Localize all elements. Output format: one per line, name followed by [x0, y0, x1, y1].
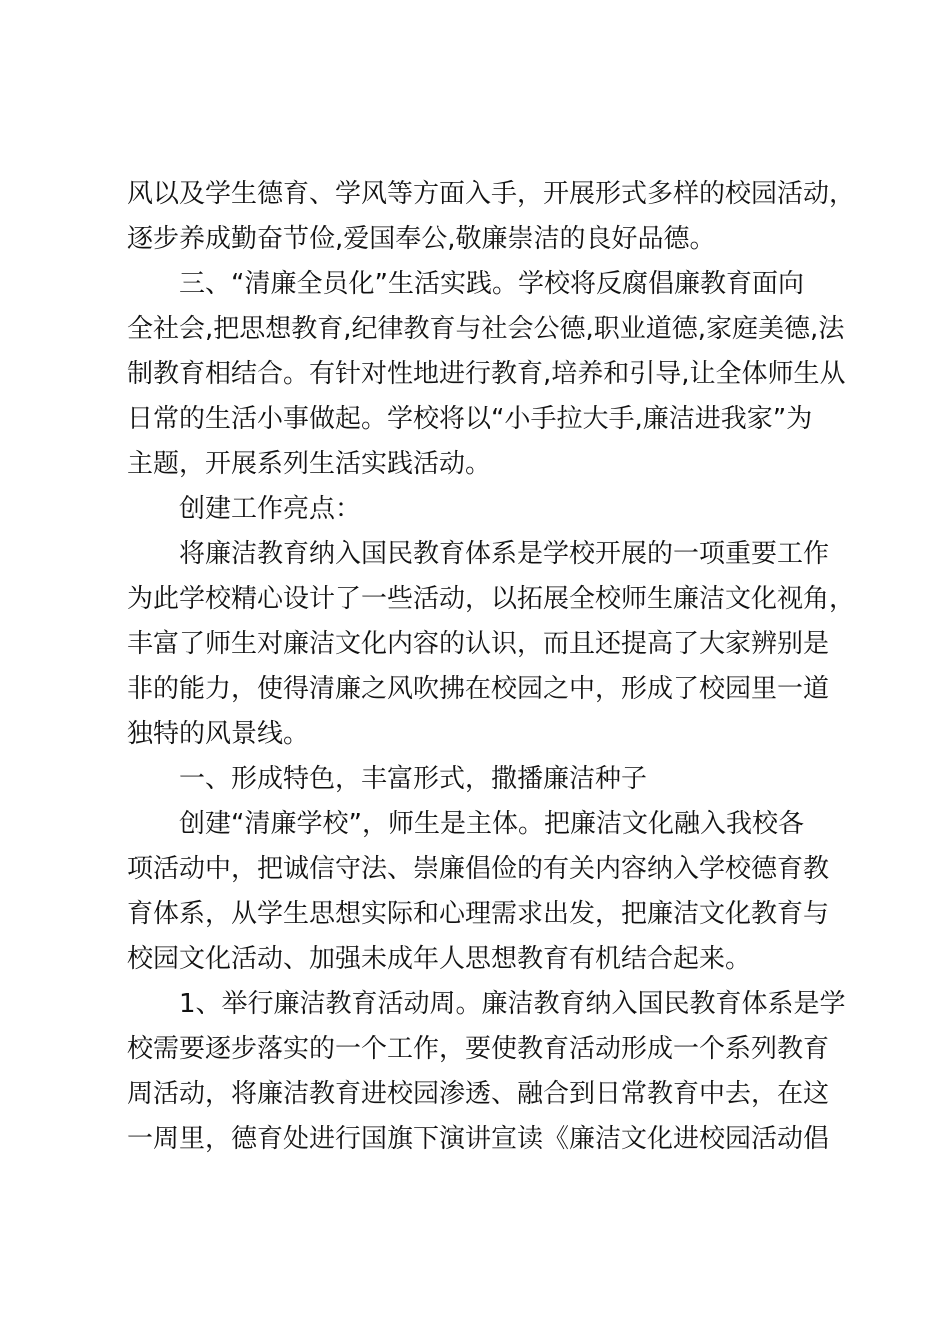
text-line: 1、举行廉洁教育活动周。廉洁教育纳入国民教育体系是学 [179, 989, 846, 1019]
text-line: 育体系，从学生思想实际和心理需求出发，把廉洁文化教育与 [127, 899, 830, 929]
text-line: 将廉洁教育纳入国民教育体系是学校开展的一项重要工作 [179, 539, 830, 569]
text-line: 为此学校精心设计了一些活动，以拓展全校师生廉洁文化视角， [127, 584, 856, 614]
text-line: 制教育相结合。有针对性地进行教育,培养和引导,让全体师生从 [127, 359, 846, 389]
text-line: 周活动，将廉洁教育进校园渗透、融合到日常教育中去，在这 [127, 1079, 830, 1109]
text-line: 全社会,把思想教育,纪律教育与社会公德,职业道德,家庭美德,法 [127, 314, 845, 344]
text-line: 日常的生活小事做起。学校将以“小手拉大手,廉洁进我家”为 [127, 404, 813, 434]
text-line: 创建“清廉学校”，师生是主体。把廉洁文化融入我校各 [179, 809, 804, 839]
text-line: 一、形成特色，丰富形式，撒播廉洁种子 [179, 764, 648, 794]
text-line: 校需要逐步落实的一个工作，要使教育活动形成一个系列教育 [127, 1034, 830, 1064]
text-line: 独特的风景线。 [127, 719, 310, 749]
text-line: 逐步养成勤奋节俭,爱国奉公,敬廉崇洁的良好品德。 [127, 224, 716, 254]
document-body [127, 172, 856, 1162]
text-line: 风以及学生德育、学风等方面入手，开展形式多样的校园活动， [127, 179, 856, 209]
text-line: 主题，开展系列生活实践活动。 [127, 449, 492, 479]
text-line: 丰富了师生对廉洁文化内容的认识，而且还提高了大家辨别是 [127, 629, 830, 659]
text-line: 一周里，德育处进行国旗下演讲宣读《廉洁文化进校园活动倡 [127, 1124, 830, 1154]
text-line: 创建工作亮点： [179, 494, 362, 524]
text-line: 校园文化活动、加强未成年人思想教育有机结合起来。 [127, 944, 752, 974]
text-line: 非的能力，使得清廉之风吹拂在校园之中，形成了校园里一道 [127, 674, 830, 704]
text-line: 项活动中，把诚信守法、崇廉倡俭的有关内容纳入学校德育教 [127, 854, 830, 884]
text-line: 三、“清廉全员化”生活实践。学校将反腐倡廉教育面向 [179, 269, 804, 299]
